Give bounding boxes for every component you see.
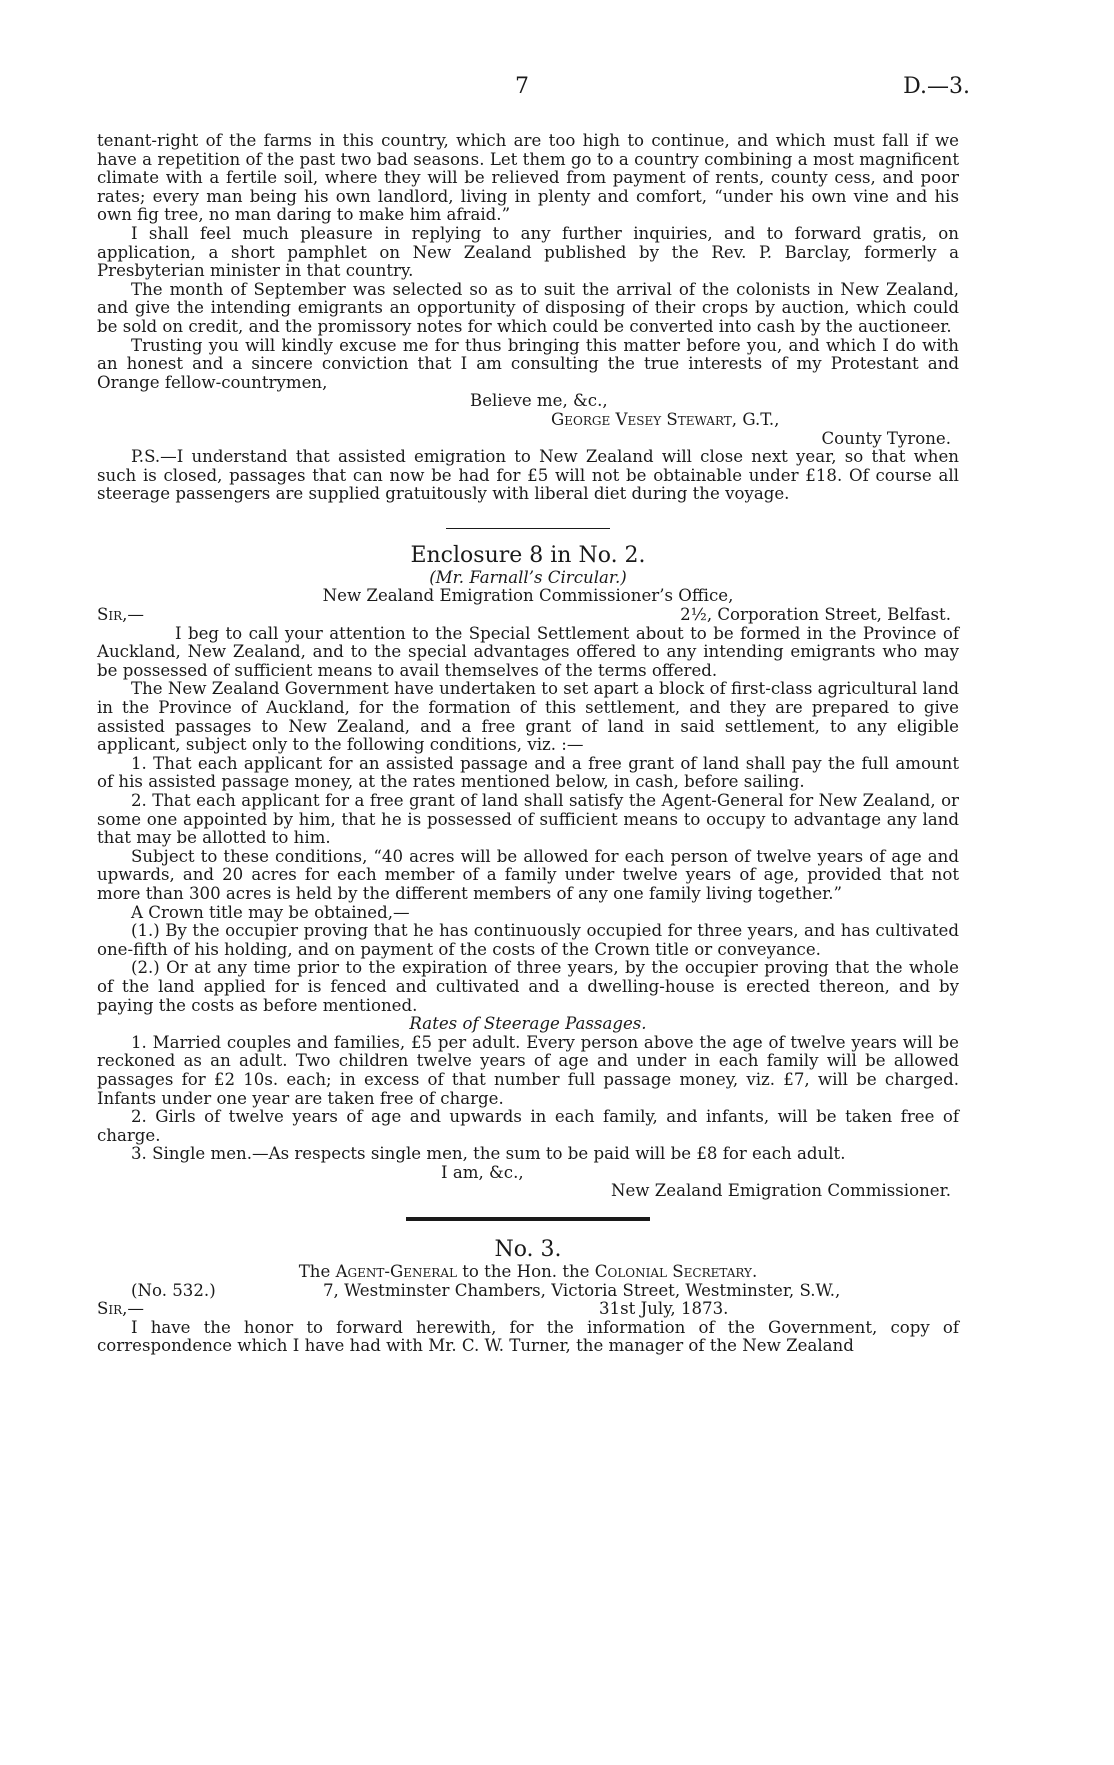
colonial-secretary: Colonial Secretary. (594, 1262, 758, 1282)
subheading-text: to the Hon. the (456, 1262, 595, 1282)
page-number: 7 (515, 74, 529, 99)
rates-item: 1. Married couples and families, £5 per adult. Every person above the age of twelve years will be reckoned as an adult. Two children twelve years of age and under in each family will be allowed passages for £2 10s. each; in excess of that number full passage money, viz. £7, will be charged. Infants under one year are taken free of charge. (97, 1032, 959, 1108)
date: 31st July, 1873. (599, 1299, 729, 1319)
page-header (0, 74, 1114, 108)
letter-paragraph: tenant-right of the farms in this country, which are too high to continue, and which must fall if we have a repetition of the past two bad seasons. Let them go to a country combining a most magnificent climate with a fertile soil, where they will be relieved from payment of rents, county cess, and poor rates; every man being his own landlord, living in plenty and comfort, “under his own vine and his own fig tree, no man daring to make him afraid.” (97, 131, 959, 225)
county: County Tyrone. (821, 428, 951, 448)
signature-line (97, 411, 959, 430)
subheading-text: The (298, 1262, 336, 1282)
enclosure-paragraph: The New Zealand Government have undertaken to set apart a block of first-class agricultural land in the Province of Auckland, for the formation of this settlement, and they are prepared to give assisted passages to New Zealand, and a free grant of land in said settlement, to any eligible applicant, subject only to the following conditions, viz. :— (97, 679, 959, 755)
address-line (97, 1282, 959, 1301)
letter-stewart (97, 132, 959, 1356)
salutation: Sir,— (97, 1299, 145, 1319)
enclosure-heading: Enclosure 8 in No. 2. (410, 542, 646, 568)
postscript: P.S.—I understand that assisted emigration to New Zealand will close next year, so that when such is closed, passages that can now be had for £5 will not be obtainable under £18. Of course all steerage passengers are supplied gratuitously with liberal diet during the voyage. (97, 447, 959, 504)
signature: George Vesey Stewart, G.T., (551, 409, 780, 429)
rates-item: 3. Single men.—As respects single men, the sum to be paid will be £8 for each adult. (131, 1144, 846, 1164)
closing: Believe me, &c., (470, 391, 608, 411)
enclosure-paragraph: (2.) Or at any time prior to the expiration of three years, by the occupier proving that the whole of the land applied for is fenced and cultivated and a dwelling-house is erected thereon, and by paying the costs as before mentioned. (97, 958, 959, 1015)
letter-paragraph: The month of September was selected so as to suit the arrival of the colonists in New Zealand, and give the intending emigrants an opportunity of disposing of their crops by auction, which could be sold on credit, and the promissory notes for which could be converted into cash by the auctioneer. (97, 279, 959, 336)
address: 2½, Corporation Street, Belfast. (680, 605, 951, 625)
salutation-line (97, 1300, 959, 1319)
closing-line (97, 1164, 959, 1183)
enclosure-subheading: (Mr. Farnall’s Circular.) (429, 567, 627, 587)
county-line (97, 430, 959, 449)
no3-heading: No. 3. (494, 1237, 562, 1263)
address: 7, Westminster Chambers, Victoria Street, Westminster, S.W., (323, 1280, 841, 1300)
no3-subheading (97, 1263, 959, 1282)
rates-heading: Rates of Steerage Passages. (409, 1014, 647, 1034)
section-divider (446, 528, 610, 529)
signature: New Zealand Emigration Commissioner. (610, 1181, 951, 1201)
enclosure-paragraph: I beg to call your attention to the Special Settlement about to be formed in the Province of Auckland, New Zealand, and to the special advantages offered to any intending emigrants who may be possessed of sufficient means to avail themselves of the terms offered. (97, 623, 959, 680)
closing-line (97, 392, 959, 411)
office-line: New Zealand Emigration Commissioner’s Office, (322, 586, 734, 606)
letter-paragraph: I shall feel much pleasure in replying to any further inquiries, and to forward gratis, on application, a short pamphlet on New Zealand published by the Rev. P. Barclay, formerly a Presbyterian minister in that country. (97, 223, 959, 281)
document-reference: D.—3. (903, 74, 970, 99)
closing: I am, &c., (441, 1162, 524, 1182)
enclosure-paragraph: A Crown title may be obtained,— (131, 902, 410, 922)
no3-paragraph: I have the honor to forward herewith, for the information of the Government, copy of correspondence which I have had with Mr. C. W. Turner, the manager of the New Zealand (97, 1317, 959, 1356)
letter-paragraph: Trusting you will kindly excuse me for thus bringing this matter before you, and which I do with an honest and a sincere conviction that I am consulting the true interests of my Protestant and Orange fellow-countrymen, (97, 335, 959, 392)
rates-item: 2. Girls of twelve years of age and upwards in each family, and infants, will be taken free of charge. (97, 1107, 959, 1145)
salutation: Sir,— (97, 605, 145, 625)
enclosure-paragraph: 1. That each applicant for an assisted passage and a free grant of land shall pay the full amount of his assisted passage money, at the rates mentioned below, in cash, before sailing. (97, 753, 959, 792)
signature-line (97, 1182, 959, 1201)
enclosure-paragraph: (1.) By the occupier proving that he has continuously occupied for three years, and has cultivated one-fifth of his holding, and on payment of the costs of the Crown title or conveyance. (97, 921, 959, 959)
salutation-line (97, 606, 959, 625)
enclosure-paragraph: Subject to these conditions, “40 acres will be allowed for each person of twelve years of age and upwards, and 20 acres for each member of a family under twelve years of age, provided that not more than 300 acres is held by the different members of any one family living together.” (97, 846, 959, 903)
enclosure-paragraph: 2. That each applicant for a free grant of land shall satisfy the Agent-General for New Zealand, or some one appointed by him, that he is possessed of sufficient means to occupy to advantage any land that may be allotted to him. (97, 791, 959, 848)
section-divider-thick (406, 1217, 650, 1221)
reference-number: (No. 532.) (131, 1280, 216, 1300)
agent-general: Agent-General (335, 1262, 457, 1282)
